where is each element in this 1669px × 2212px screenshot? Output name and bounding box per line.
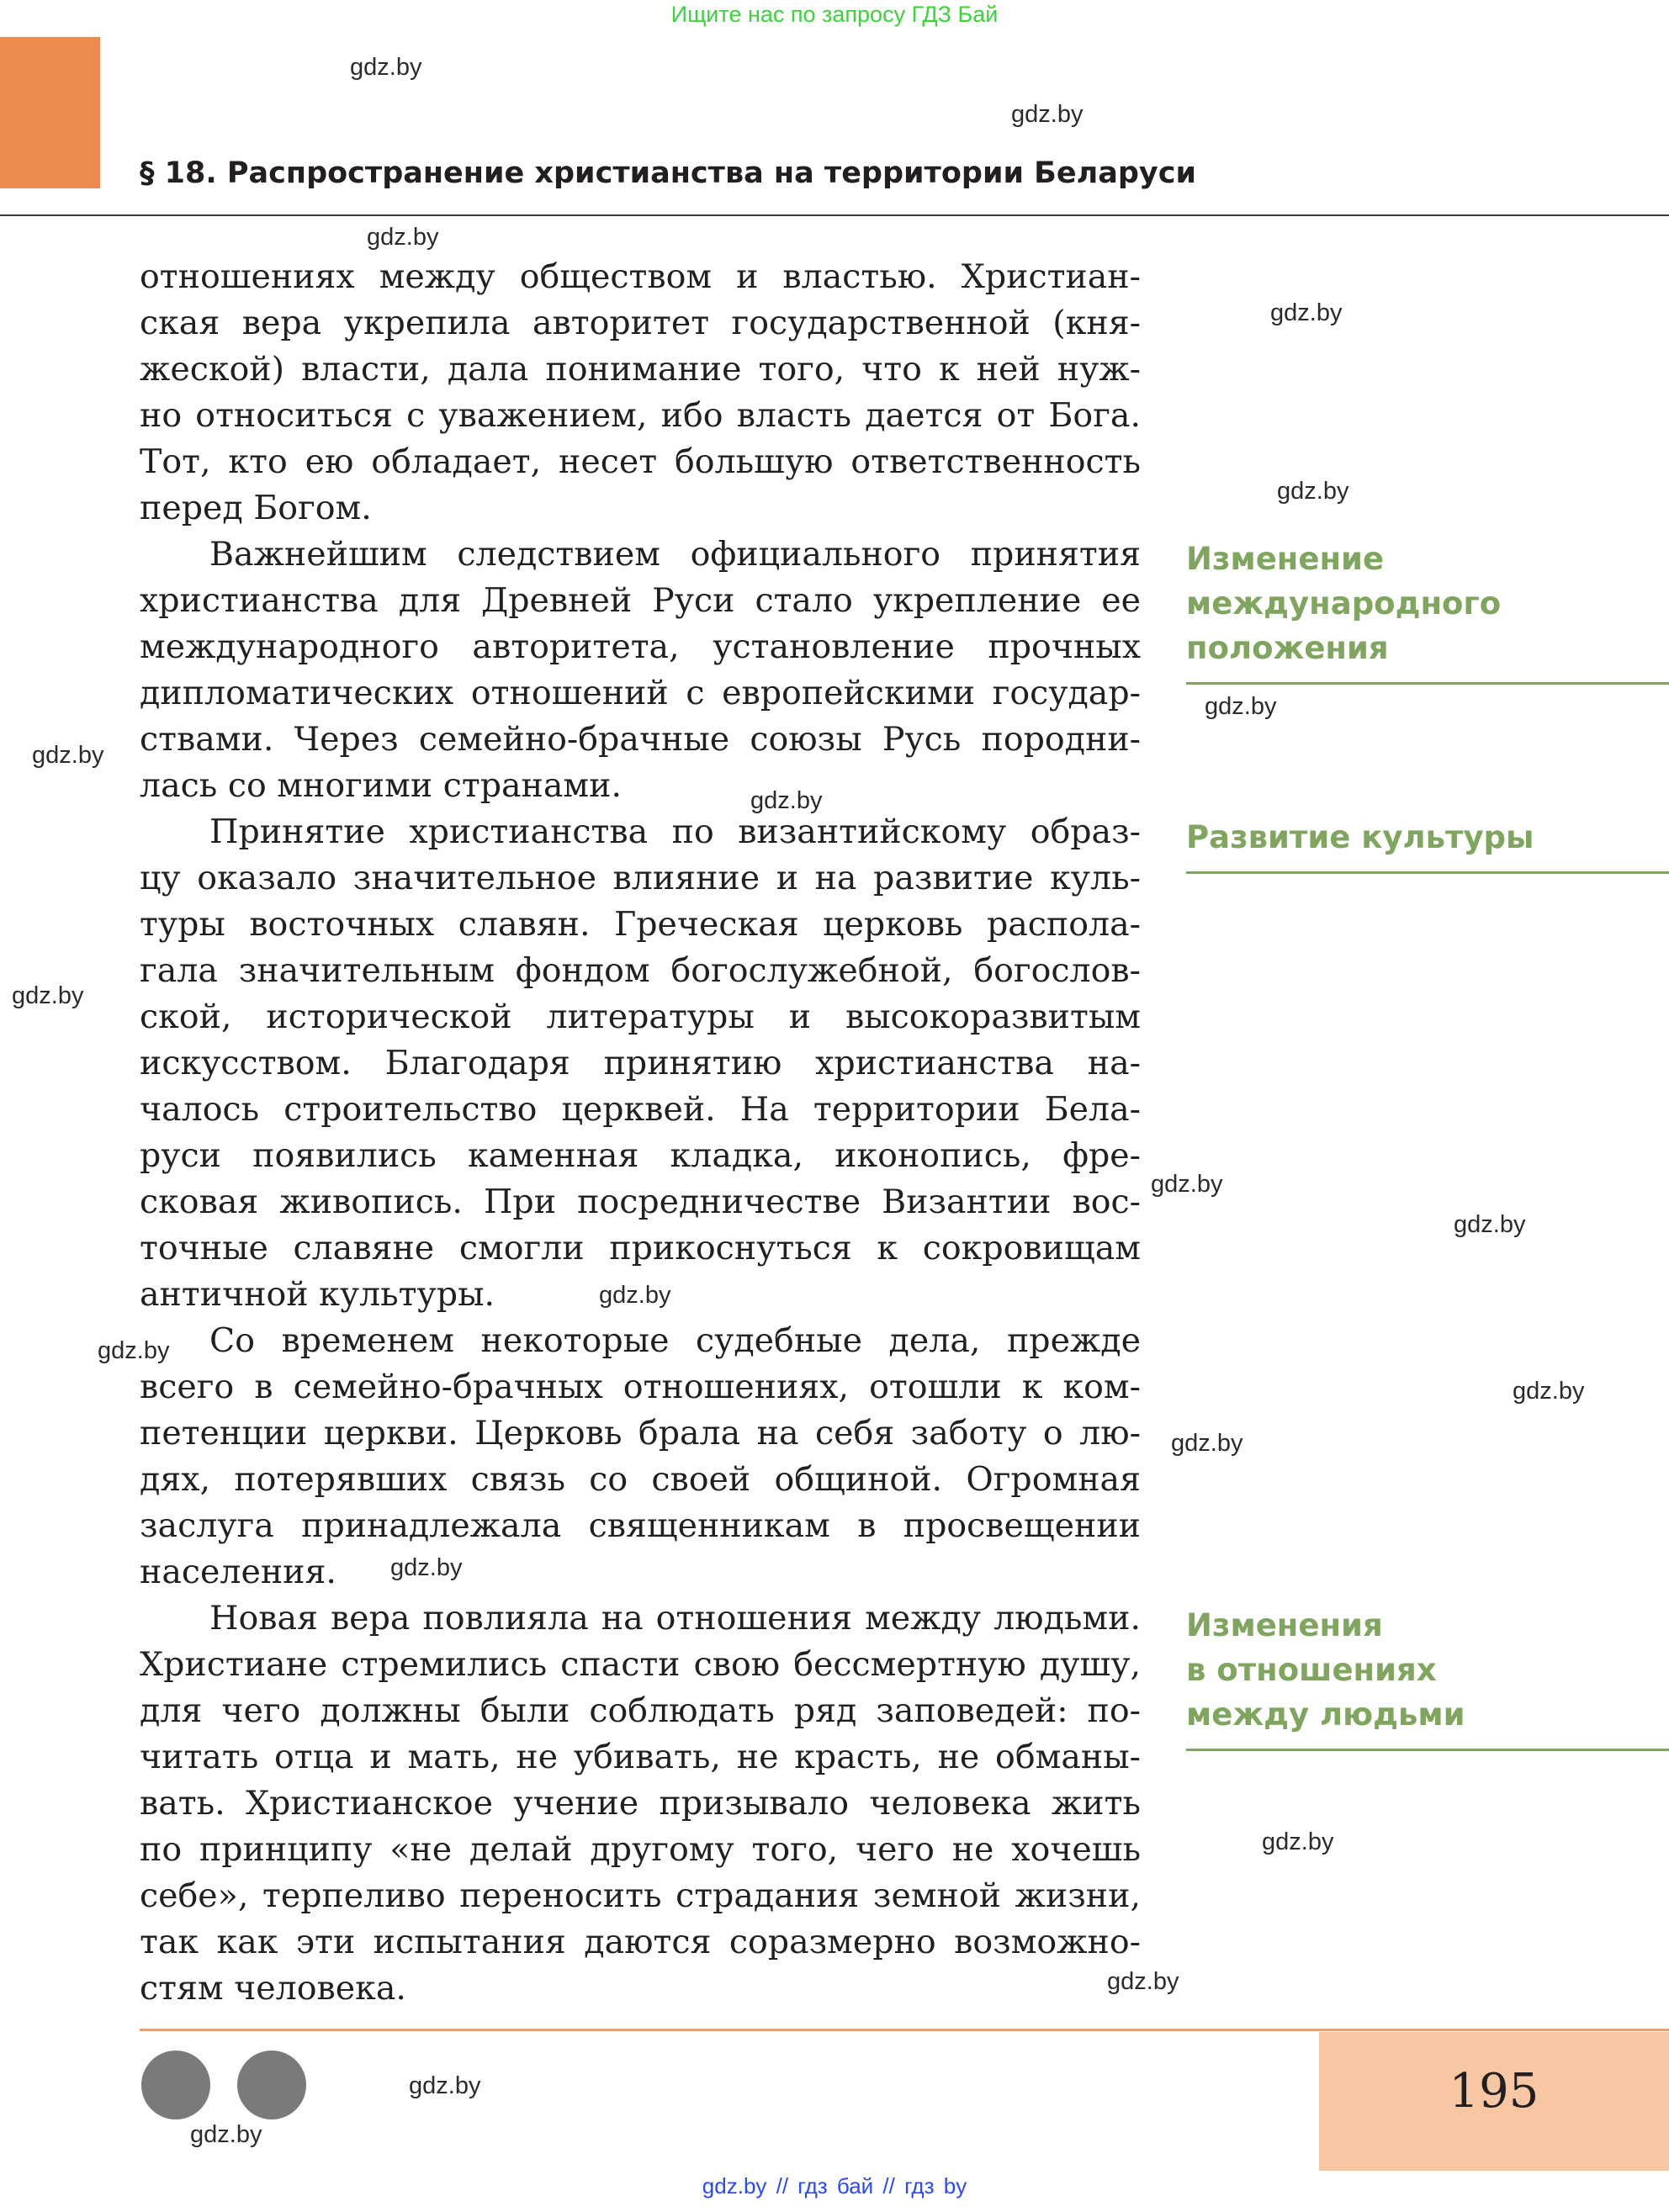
side-heading-line: Изменение	[1186, 541, 1385, 577]
text-line: так как эти испытания даются соразмерно возможно-	[140, 1923, 1141, 1961]
text-line: цу оказало значительное влияние и на развитие куль-	[140, 859, 1141, 897]
page-number-box	[1319, 2032, 1669, 2171]
page-number: 195	[1449, 2064, 1539, 2119]
watermark: gdz.by	[1262, 1828, 1334, 1855]
watermark: gdz.by	[367, 224, 439, 251]
watermark: gdz.by	[1454, 1211, 1526, 1238]
watermark: gdz.by	[1205, 693, 1277, 720]
paragraph	[140, 532, 1141, 809]
text-line: заслуга принадлежала священникам в просвещении	[140, 1506, 1141, 1545]
watermark: gdz.by	[1107, 1968, 1179, 1995]
text-line: стям человека.	[140, 1969, 406, 2008]
difficulty-dot	[141, 2051, 210, 2119]
bottom-links[interactable]: gdz.by // гдз бай // гдз by	[702, 2173, 967, 2199]
watermark: gdz.by	[350, 54, 422, 81]
paragraph	[140, 1595, 1141, 2012]
text-line: гала значительным фондом богослужебной, богослов-	[140, 951, 1141, 990]
watermark: gdz.by	[599, 1282, 671, 1309]
top-banner: Ищите нас по запросу ГДЗ Бай	[670, 2, 999, 27]
side-heading-culture	[1186, 815, 1669, 874]
paragraph	[140, 254, 1141, 532]
side-heading-line: между людьми	[1186, 1696, 1465, 1733]
paragraph	[140, 809, 1141, 1318]
text-line: дипломатических отношений с европейскими государ-	[140, 674, 1141, 712]
watermark: gdz.by	[1171, 1430, 1243, 1457]
watermark: gdz.by	[750, 787, 823, 814]
chapter-title: § 18. Распространение христианства на территории Беларуси	[140, 156, 1196, 190]
chapter-color-tab	[0, 37, 100, 188]
watermark: gdz.by	[12, 982, 84, 1009]
text-line: перед Богом.	[140, 489, 372, 527]
text-line: Принятие христианства по византийскому образ-	[209, 812, 1141, 851]
text-line: античной культуры.	[140, 1275, 495, 1314]
header-divider	[0, 214, 1669, 216]
text-line: для чего должны были соблюдать ряд заповедей: по-	[140, 1691, 1141, 1730]
text-line: себе», терпеливо переносить страдания земной жизни,	[140, 1876, 1141, 1915]
watermark: gdz.by	[98, 1337, 170, 1364]
text-line: всего в семейно-брачных отношениях, отошли к ком-	[140, 1368, 1141, 1406]
text-line: христианства для Древней Руси стало укрепление ее	[140, 581, 1141, 620]
text-line: Со временем некоторые судебные дела, прежде	[209, 1321, 1141, 1360]
text-line: международного авторитета, установление прочных	[140, 627, 1141, 666]
paragraph	[140, 1318, 1141, 1595]
text-line: вать. Христианское учение призывало человека жить	[140, 1784, 1141, 1823]
side-heading-line: в отношениях	[1186, 1652, 1437, 1688]
text-line: искусством. Благодаря принятию христианства на-	[140, 1044, 1141, 1082]
watermark: gdz.by	[1270, 299, 1343, 326]
text-line: по принципу «не делай другому того, чего не хочешь	[140, 1830, 1141, 1869]
text-line: ствами. Через семейно-брачные союзы Русь породни-	[140, 720, 1141, 759]
text-line: лась со многими странами.	[140, 766, 623, 805]
side-heading-line: Изменения	[1186, 1607, 1383, 1643]
text-line: Христиане стремились спасти свою бессмертную душу,	[140, 1645, 1141, 1684]
text-line: населения.	[140, 1553, 336, 1591]
side-heading-line: положения	[1186, 630, 1389, 666]
side-heading-relations	[1186, 1603, 1669, 1751]
watermark: gdz.by	[1277, 478, 1349, 505]
text-line: руси появились каменная кладка, иконопись, фре-	[140, 1136, 1141, 1175]
text-line: жеской) власти, дала понимание того, что к ней нуж-	[140, 350, 1141, 389]
footer-divider	[140, 2029, 1669, 2031]
watermark: gdz.by	[1513, 1378, 1585, 1405]
text-line: дях, потерявших связь со своей общиной. Огромная	[140, 1460, 1141, 1499]
text-line: читать отца и мать, не убивать, не красть, не обманы-	[140, 1738, 1141, 1776]
text-line: ская вера укрепила авторитет государственной (кня-	[140, 304, 1141, 342]
text-line: но относиться с уважением, ибо власть дается от Бога.	[140, 396, 1141, 435]
text-line: ской, исторической литературы и высокоразвитым	[140, 998, 1141, 1036]
text-line: туры восточных славян. Греческая церковь распола-	[140, 905, 1141, 944]
watermark: gdz.by	[32, 742, 104, 769]
body-text	[140, 254, 1141, 2012]
text-line: петенции церкви. Церковь брала на себя заботу о лю-	[140, 1414, 1141, 1453]
text-line: сковая живопись. При посредничестве Византии вос-	[140, 1183, 1141, 1221]
watermark: gdz.by	[1151, 1171, 1223, 1198]
watermark: gdz.by	[390, 1554, 463, 1581]
side-heading-international-position	[1186, 537, 1669, 685]
text-line: Новая вера повлияла на отношения между людьми.	[209, 1599, 1141, 1638]
watermark: gdz.by	[190, 2121, 262, 2148]
watermark: gdz.by	[1011, 101, 1084, 128]
side-heading-line: международного	[1186, 585, 1502, 622]
text-line: Тот, кто ею обладает, несет большую ответственность	[140, 442, 1141, 481]
difficulty-dot	[237, 2051, 306, 2119]
side-heading-line: Развитие культуры	[1186, 819, 1534, 855]
text-line: чалось строительство церквей. На территории Бела-	[140, 1090, 1141, 1129]
watermark: gdz.by	[409, 2072, 481, 2099]
text-line: точные славяне смогли прикоснуться к сокровищам	[140, 1229, 1141, 1267]
text-line: отношениях между обществом и властью. Христиан-	[140, 257, 1141, 296]
text-line: Важнейшим следствием официального принятия	[209, 535, 1141, 574]
